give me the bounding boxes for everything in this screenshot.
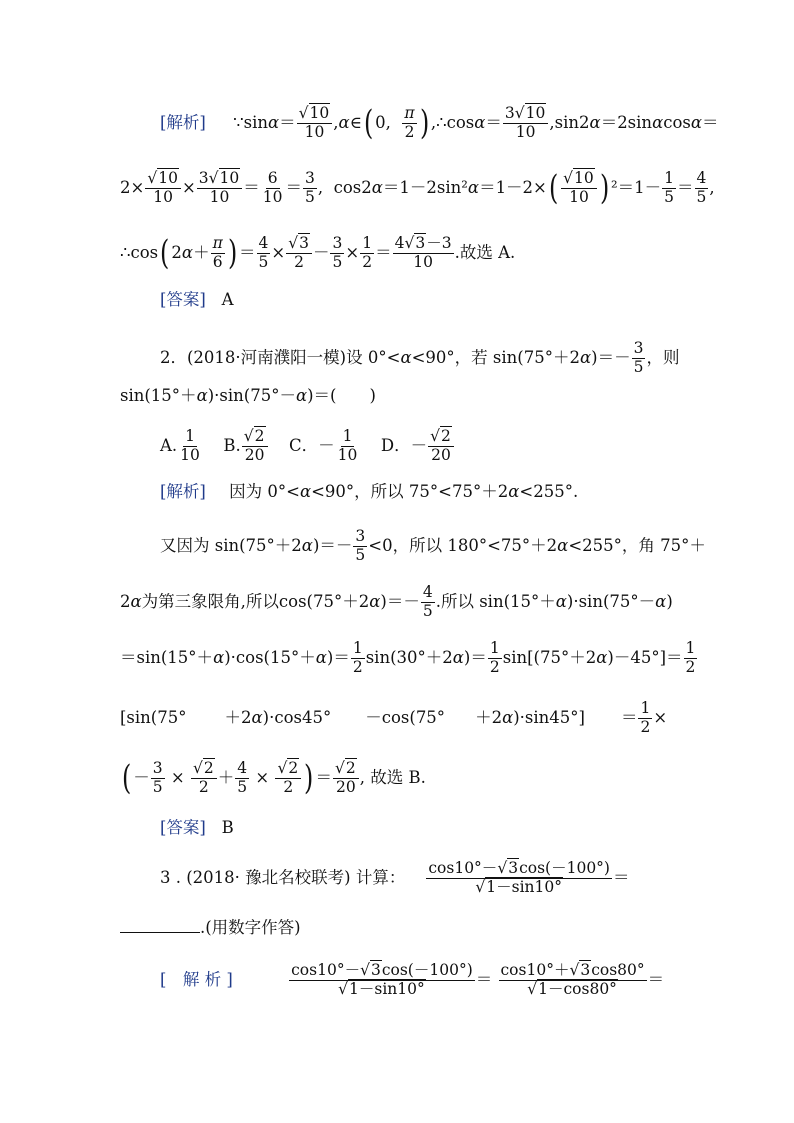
q2-analysis-line3: 2α为第三象限角,所以cos(75°＋2α)＝－ $\frac{4}{5}$ .所以 sin(15°＋α)·sin(75°－α) [120,583,673,620]
q2-text: <90°，若 sin(75°＋2 [411,347,580,367]
answer-label: [答案] [160,818,206,837]
q2-analysis-text: .所以 sin(15°＋ [435,591,556,611]
q2-analysis-text: <90°，所以 75°<75°＋2 [311,482,509,501]
q2-analysis-line5: [sin(75° ＋2α)·cos45° －cos(75° ＋2α)·sin45°] ＝ $\frac{1}{2}$ × [120,699,668,736]
q1-analysis-line2: 2× $\frac{√10}{10}$ × $\frac{3√10}{10}$ ＝ $\frac{6}{10}$ ＝ $\frac{3}{5}$ , cos2α＝1－2sin²α＝1－2×( $\frac{√10}{10}$ ) ²＝1－ $\frac{1}{5}$ ＝ $\frac{4}{5}$ , [120,168,715,209]
q2-answer-line [160,820,234,837]
q3-number: 3 . [160,867,181,887]
fraction: $\frac{√10}{10}$ [297,105,333,142]
q1-conclusion: 故选 A. [459,242,516,262]
q3-source: (2018· 豫北名校联考) [186,867,351,887]
answer-label: [答案] [160,290,206,309]
q1-answer-value: A [221,290,234,309]
q2-analysis-line4: ＝sin(15°＋α)·cos(15°＋α)＝ $\frac{1}{2}$ sin(30°＋2α)＝ $\frac{1}{2}$ sin[(75°＋2α)－45°]＝ $\frac{1}{2}$ [120,639,696,676]
option-c: C．－ [289,435,335,455]
q2-analysis-line2: 又因为 sin(75°＋2α)＝－ $\frac{3}{5}$ <0，所以 180°<75°＋2α<255°，角 75°＋ [160,527,706,564]
q2-analysis-text: 因为 0°< [229,482,300,501]
q2-analysis-text: 又因为 sin(75°＋2 [160,535,302,555]
q3-text: 计算： [355,867,406,887]
q2-analysis-text: <255°. [519,482,579,501]
q2-text: sin(15°＋ [120,386,197,405]
option-d: D．－ [380,435,428,455]
q2-text: ，则 [646,347,680,367]
answer-blank [120,918,200,933]
q2-text: 设 0°< [346,347,401,367]
q3-analysis-line1: [ 解 析 ] $\frac{\cos 10^\circ-√3\cos(-100^\circ)}{√1-\sin 10^\circ}$ ＝ $\frac{\cos 10^\circ+√3\cos 80^\circ}{√1-\cos 80^\circ}$ ＝ [160,961,665,998]
q2-text: )＝－ [591,347,631,367]
q2-analysis-text: <0，所以 180°<75°＋2 [368,535,558,555]
analysis-label: [ 解 析 ] [160,969,233,989]
q3-instruction: (用数字作答) [205,918,301,937]
q2-options: A. $\frac{1}{10}$ B. $\frac{√2}{20}$ C．－ $\frac{1}{10}$ D．－ $\frac{√2}{20}$ [160,428,455,465]
q2-analysis-line1: [解析] 因为 0°<α<90°，所以 75°<75°＋2α<255°. [160,482,579,501]
q1-analysis-line3: ∴cos( 2α＋ $\frac{\pi}{6}$ ) ＝ $\frac{4}{5}$ × $\frac{√3}{2}$ － $\frac{3}{5}$ × $\frac{1}{2}$ ＝ $\frac{4√3-3}{10}$ .故选 A. [120,233,516,274]
q2-analysis-text: )·sin(75°－ [566,591,656,611]
q2-text: )＝( ) [307,386,376,405]
q2-analysis-text: )＝－ [380,591,420,611]
option-a: A. [160,435,178,455]
q2-analysis-text: )＝－ [312,535,353,555]
q2-stem-line2: sin(15°＋α)·sin(75°－α)＝( ) [120,386,376,405]
q2-text: )·sin(75°－ [207,386,296,405]
q2-analysis-text: 为第三象限角,所以cos(75°＋2 [141,591,370,611]
analysis-label: [解析] [160,112,206,132]
q3-stem-line2: .(用数字作答) [120,918,301,937]
q2-analysis-text: <255°，角 75°＋ [568,535,706,555]
q1-answer-line [160,292,234,309]
analysis-label: [解析] [160,482,206,501]
q2-number: 2． [160,347,187,367]
option-b: B. [223,435,241,455]
q2-conclusion: 故选 B. [370,767,426,787]
q2-source: (2018·河南濮阳一模) [187,347,347,367]
q1-analysis-line1: [解析] ∵sinα＝ $\frac{√10}{10}$ ,α∈( 0, $\frac{\pi}{2}$ ) ,∴cosα＝ $\frac{3√10}{10}$ ,sin2α＝2sinαcosα＝ [160,103,719,144]
q2-stem-line1: 2．(2018·河南濮阳一模)设 0°<α<90°，若 sin(75°＋2α)＝－ $\frac{3}{5}$ ，则 [160,339,680,376]
q3-stem-line1: 3 . (2018· 豫北名校联考) 计算： $\frac{\cos 10^\circ-√3\cos(-100^\circ)}{√1-\sin 10^\circ}$ ＝ [160,859,630,896]
q2-answer-value: B [221,818,234,837]
q2-analysis-line6: ( － $\frac{3}{5}$ × $\frac{√2}{2}$ ＋ $\frac{4}{5}$ × $\frac{√2}{2}$ ) ＝ $\frac{√2}{20}$ , 故选 B. [121,758,426,799]
